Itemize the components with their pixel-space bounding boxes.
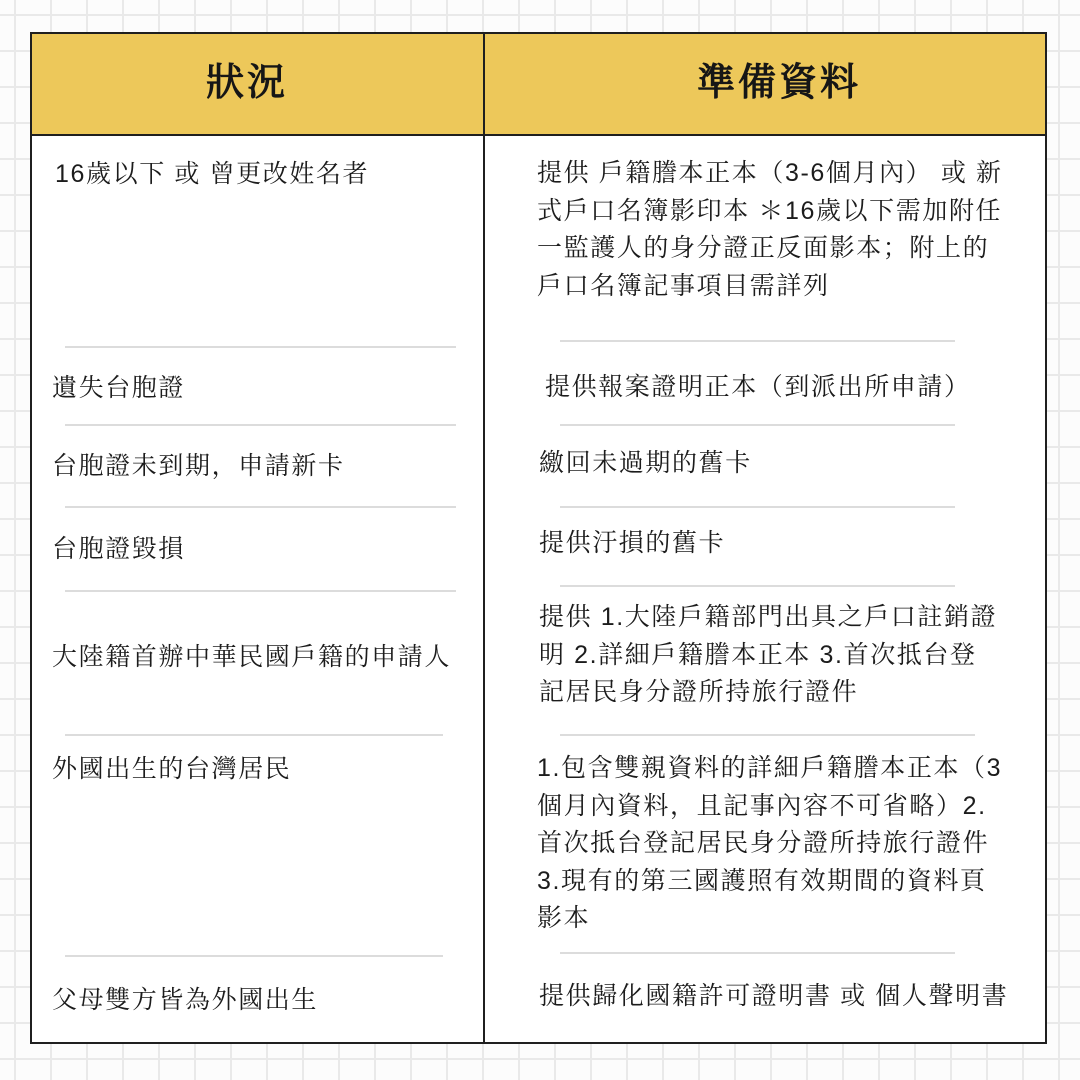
row-divider (560, 734, 975, 736)
row-divider (65, 734, 443, 736)
documents-cell (539, 599, 997, 712)
situation-cell: 台胞證毀損 (52, 535, 186, 563)
row-divider (560, 424, 955, 426)
document-line: 記居民身分證所持旅行證件 (539, 678, 859, 706)
document-line: 1.包含雙親資料的詳細戶籍謄本正本（3 (537, 754, 1003, 782)
document-line: 式戶口名簿影印本 ＊16歲以下需加附任 (537, 196, 1003, 225)
row-divider (560, 506, 955, 508)
document-line: 一監護人的身分證正反面影本；附上的 (537, 234, 990, 262)
document-line: 提供報案證明正本（到派出所申請） (545, 373, 971, 401)
row-divider (65, 506, 456, 508)
documents-cell (539, 978, 1008, 1016)
situation-cell: 外國出生的台灣居民 (52, 755, 292, 783)
row-divider (65, 955, 443, 957)
row-divider (560, 585, 955, 587)
header-documents: 準備資料 (696, 62, 861, 104)
documents-cell (539, 445, 752, 483)
document-line: 影本 (537, 904, 591, 932)
situation-cell: 父母雙方皆為外國出生 (52, 986, 319, 1014)
row-divider (560, 952, 955, 954)
document-line: 3.現有的第三國護照有效期間的資料頁 (537, 866, 987, 895)
document-line: 戶口名簿記事項目需詳列 (537, 271, 830, 300)
documents-cell (545, 369, 971, 407)
documents-cell (537, 750, 1002, 938)
document-line: 個月內資料，且記事內容不可省略）2. (537, 791, 987, 820)
situation-cell: 大陸籍首辦中華民國戶籍的申請人 (52, 643, 452, 671)
situation-cell: 16歲以下 或 曾更改姓名者 (55, 160, 370, 188)
situation-cell: 遺失台胞證 (52, 374, 186, 402)
document-line: 提供 1.大陸戶籍部門出具之戶口註銷證 (539, 603, 998, 631)
documents-cell (537, 155, 1003, 305)
documents-cell (539, 525, 725, 563)
document-line: 提供歸化國籍許可證明書 或 個人聲明書 (539, 982, 1009, 1010)
column-divider (483, 34, 485, 1042)
row-divider (65, 424, 456, 426)
row-divider (65, 346, 456, 348)
situation-cell: 台胞證未到期，申請新卡 (52, 452, 345, 480)
row-divider (65, 590, 456, 592)
document-line: 明 2.詳細戶籍謄本正本 3.首次抵台登 (539, 640, 977, 669)
document-line: 提供 戶籍謄本正本（3-6個月內） 或 新 (537, 159, 1003, 187)
document-line: 提供汙損的舊卡 (539, 529, 726, 557)
header-situation: 狀況 (205, 62, 288, 104)
document-line: 繳回未過期的舊卡 (539, 449, 752, 477)
document-line: 首次抵台登記居民身分證所持旅行證件 (537, 829, 990, 857)
row-divider (560, 340, 955, 342)
